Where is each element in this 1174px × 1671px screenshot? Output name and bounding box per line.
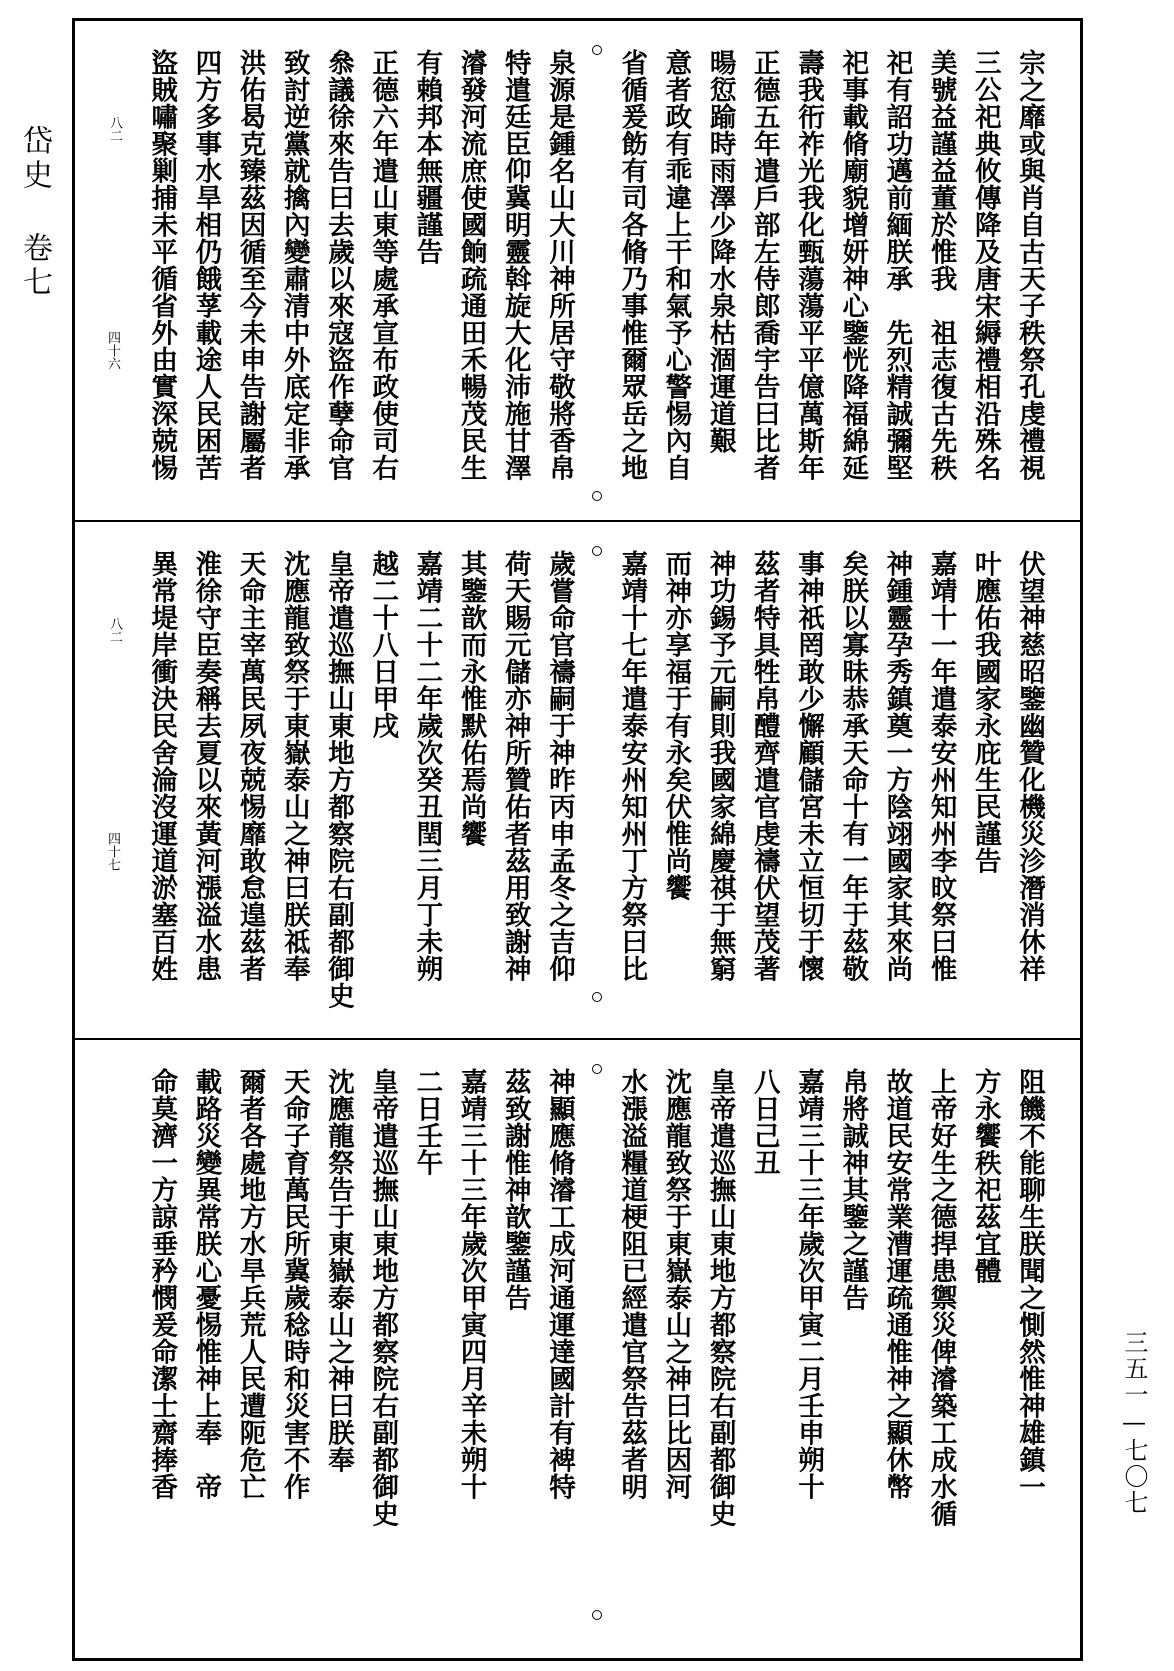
folio-label: 四十六	[105, 331, 120, 370]
text-column: 伏望神慈昭鑒幽贊化機災沴潛消休祥	[1014, 550, 1045, 982]
text-column: 沈應龍致祭于東嶽泰山之神曰比因河	[660, 1068, 692, 1500]
text-column: 嘉靖十七年遣泰安州知州丁方祭曰比	[616, 550, 648, 982]
text-column: 四方多事水旱相仍餓莩載途人民困苦	[190, 49, 222, 481]
text-column: 荷天賜元儲亦神所贊佑者茲用致謝神	[499, 550, 531, 982]
text-column: 意者政有乖違上干和氣予心警惕內自	[660, 49, 692, 481]
text-column: 嘉靖二十二年歲次癸丑閏三月丁未朔	[411, 550, 443, 982]
text-column: 正德五年遣戶部左侍郎喬宇告曰比者	[748, 49, 780, 481]
text-column: 宗之靡或與肖自古天子秩祭孔虔禮視	[1014, 49, 1045, 481]
text-column: 神功錫予元嗣則我國家綿慶祺于無窮	[704, 550, 736, 982]
fold-mark-icon	[592, 491, 602, 501]
text-column: 而神亦享福于有永矣伏惟尚饗	[660, 550, 692, 901]
text-panel-bottom	[75, 1040, 1080, 1658]
text-column: 歲嘗命官禱嗣于神昨丙申孟冬之吉仰	[544, 550, 575, 982]
text-column: 矣朕以寡昧恭承天命十有一年于茲敬	[837, 550, 869, 982]
text-column: 祀事載脩廟貌增妍神心鑒恍降福綿延	[837, 49, 869, 481]
text-column: 盜賊嘯聚剿捕未平循省外由實深兢惕	[146, 49, 178, 481]
text-column: 洪佑曷克臻茲因循至今未申告謝屬者	[234, 49, 266, 481]
text-column: 載路災變異常朕心憂惕惟神上奉 帝	[190, 1068, 222, 1500]
fold-mark-icon	[592, 546, 602, 556]
text-column: 特遣廷臣仰冀明靈斡旋大化沛施甘澤	[499, 49, 531, 481]
text-column: 叅議徐來告曰去歲以來寇盜作孽命官	[323, 49, 354, 481]
text-column: 命莫濟一方諒垂矜憫爰命潔士齋捧香	[146, 1068, 178, 1500]
text-column: 二日壬午	[411, 1068, 443, 1176]
fold-mark-icon	[592, 1064, 602, 1074]
text-column: 皇帝遣巡撫山東地方都察院右副都御史	[367, 1068, 399, 1527]
text-column: 正德六年遣山東等處承宣布政使司右	[367, 49, 399, 481]
text-column: 事神祇罔敢少懈顧儲宮未立恒切于懷	[793, 550, 824, 982]
text-column: 濬發河流庶使國餉疏通田禾暢茂民生	[455, 49, 487, 481]
text-column: 美號益謹益董於惟我 祖志復古先秩	[925, 49, 957, 481]
text-column: 暘愆踰時雨澤少降水泉枯涸運道艱	[704, 49, 736, 454]
fold-mark-icon	[592, 992, 602, 1002]
text-column: 水漲溢糧道梗阻已經遣官祭告茲者明	[616, 1068, 648, 1500]
text-column: 叶應佑我國家永庇生民謹告	[969, 550, 1001, 874]
text-column: 故道民安常業漕運疏通惟神之顯休幣	[881, 1068, 913, 1500]
text-column: 八日己丑	[748, 1068, 780, 1176]
text-panel-top	[75, 21, 1080, 520]
fold-mark-icon	[592, 45, 602, 55]
text-column: 嘉靖三十三年歲次甲寅二月壬申朔十	[793, 1068, 824, 1500]
text-column: 爾者各處地方水旱兵荒人民遭阨危亡	[234, 1068, 266, 1500]
book-title-margin: 岱史 卷七	[17, 125, 52, 300]
page-number-margin: 三五一—七〇七	[1120, 1330, 1148, 1516]
text-column: 祀有詔功邁前緬朕承 先烈精誠彌堅	[881, 49, 913, 481]
text-column: 壽我衎祚光我化甄蕩蕩平平億萬斯年	[793, 49, 824, 481]
text-column: 越二十八日甲戌	[367, 550, 399, 739]
folio-label: 八二	[107, 617, 122, 643]
fold-mark-icon	[592, 1610, 602, 1620]
text-column: 茲者特具牲帛醴齊遣官虔禱伏望茂著	[748, 550, 780, 982]
text-column: 皇帝遣巡撫山東地方都察院右副都御史	[704, 1068, 736, 1527]
text-column: 神鍾靈孕秀鎮奠一方陰翊國家其來尚	[881, 550, 913, 982]
text-column: 嘉靖三十三年歲次甲寅四月辛未朔十	[455, 1068, 487, 1500]
text-column: 淮徐守臣奏稱去夏以來黃河漲溢水患	[190, 550, 222, 982]
text-column: 嘉靖十一年遣泰安州知州李旼祭曰惟	[925, 550, 957, 982]
text-column: 三公祀典攸傳降及唐宋縟禮相沿殊名	[969, 49, 1001, 481]
text-column: 泉源是鍾名山大川神所居守敬將香帛	[544, 49, 575, 481]
text-column: 異常堤岸衝決民舍淪沒運道淤塞百姓	[146, 550, 178, 982]
text-column: 天命主宰萬民夙夜兢惕靡敢怠遑茲者	[234, 550, 266, 982]
text-column: 上帝好生之德捍患禦災俾濬築工成水循	[925, 1068, 957, 1527]
folio-label: 八二	[107, 116, 122, 142]
text-column: 皇帝遣巡撫山東地方都察院右副都御史	[323, 550, 354, 1009]
text-column: 沈應龍致祭于東嶽泰山之神曰朕祗奉	[278, 550, 310, 982]
text-column: 其鑒歆而永惟默佑焉尚饗	[455, 550, 487, 847]
text-column: 方永饗秩祀茲宜體	[969, 1068, 1001, 1284]
text-column: 沈應龍祭告于東嶽泰山之神曰朕奉	[323, 1068, 354, 1473]
text-column: 神顯應脩濬工成河通運達國計有裨特	[544, 1068, 575, 1500]
text-column: 有賴邦本無疆謹告	[411, 49, 443, 265]
text-column: 帛將誠神其鑒之謹告	[837, 1068, 869, 1311]
text-column: 省循爰飭有司各脩乃事惟爾眾岳之地	[616, 49, 648, 481]
text-column: 茲致謝惟神歆鑒謹告	[499, 1068, 531, 1311]
text-panel-middle	[75, 522, 1080, 1038]
folio-label: 四十七	[105, 832, 120, 871]
text-column: 致討逆黨就擒內變肅清中外底定非承	[278, 49, 310, 481]
text-column: 阻饑不能聊生朕聞之惻然惟神雄鎮一	[1014, 1068, 1045, 1500]
text-column: 天命子育萬民所冀歲稔時和災害不作	[278, 1068, 310, 1500]
